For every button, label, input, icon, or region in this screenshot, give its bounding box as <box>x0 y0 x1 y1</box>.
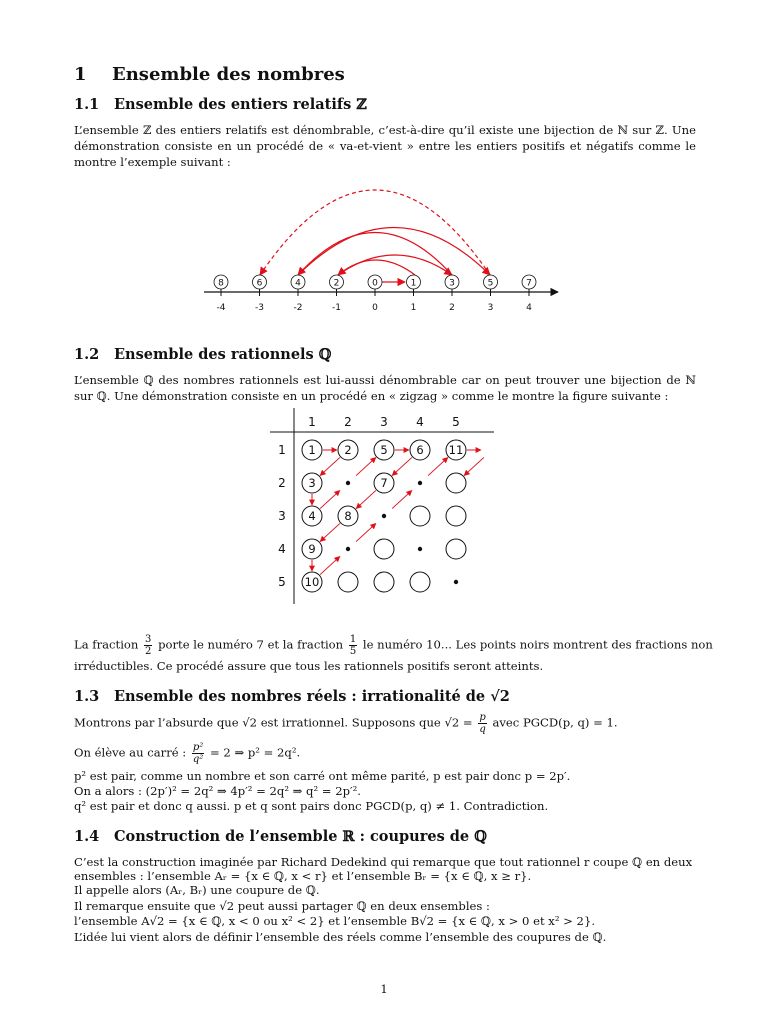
axis-label: 4 <box>526 303 532 313</box>
fraction-circle <box>446 473 466 493</box>
zigzag-arrow <box>320 523 340 541</box>
non-reduced-dot <box>454 580 458 584</box>
section-title-1-2: 1.2 Ensemble des rationnels ℚ <box>74 346 332 363</box>
non-reduced-dot <box>418 547 422 551</box>
proof-line-1: Montrons par l’absurde que √2 est irrationnel. Supposons que √2 = $\frac{p}{q}$ avec PGCD(p, q) = 1. <box>74 712 618 735</box>
row-header: 3 <box>278 509 286 523</box>
fraction-rank: 11 <box>448 443 464 457</box>
paragraph-fractions-end: irréductibles. Ce procédé assure que tous les rationnels positifs seront atteints. <box>74 659 544 673</box>
axis-label: 2 <box>449 303 455 313</box>
fraction-circle <box>446 506 466 526</box>
axis-label: 1 <box>410 303 417 313</box>
column-header: 5 <box>452 415 460 429</box>
row-header: 4 <box>278 542 286 556</box>
fraction-circle <box>374 539 394 559</box>
fraction-p2-q2: $\frac{\text{p²}}{\text{q²}}$ <box>192 742 204 765</box>
fraction-rank: 5 <box>380 443 388 457</box>
axis-label: -1 <box>332 303 341 313</box>
axis-label: -2 <box>293 303 303 313</box>
zigzag-arrow <box>356 523 376 541</box>
cut-line-6: L’idée lui vient alors de définir l’ensemble des réels comme l’ensemble des coupures de ℚ. <box>74 930 607 944</box>
axis-label: 0 <box>372 303 378 313</box>
cut-line-3: Il appelle alors (Aᵣ, Bᵣ) une coupure de ℚ. <box>74 883 320 897</box>
rank-label: 1 <box>410 278 417 289</box>
figure-integers-bijection <box>190 165 580 320</box>
non-reduced-dot <box>346 481 350 485</box>
section-title-1: 1 Ensemble des nombres <box>74 64 345 85</box>
paragraph-rationals: L’ensemble ℚ des nombres rationnels est lui-aussi dénombrable car on peut trouver une bijection de ℕ sur ℚ. Une démonstration consiste en un procédé en « zigzag » comme le montre la figure suivante : <box>74 373 696 403</box>
fraction-circle <box>410 572 430 592</box>
zigzag-arrow <box>356 457 376 475</box>
fraction-rank: 7 <box>380 476 388 490</box>
zigzag-arrow <box>464 457 484 475</box>
fraction-rank: 6 <box>416 443 424 457</box>
fraction-1-5: $\frac{1}{5}$ <box>349 634 357 657</box>
rank-label: 4 <box>295 278 301 289</box>
rank-label: 8 <box>218 278 224 289</box>
fraction-rank: 9 <box>308 542 316 556</box>
zigzag-arrow <box>428 457 448 475</box>
proof-line-2: On élève au carré : $\frac{\text{p²}}{\text{q²}}$ = 2 ⇒ p² = 2q². <box>74 742 301 765</box>
fraction-rank: 8 <box>344 509 352 523</box>
row-header: 1 <box>278 443 286 457</box>
column-header: 3 <box>380 415 388 429</box>
arrow-3-4 <box>298 233 452 276</box>
page-number: 1 <box>380 982 388 996</box>
section-title-1-4: 1.4 Construction de l’ensemble ℝ : coupures de ℚ <box>74 828 487 845</box>
paragraph-fractions: La fraction $\frac{3}{2}$ porte le numéro 7 et la fraction $\frac{1}{5}$ le numéro 10... Les points noirs montrent des fractions non <box>74 634 713 657</box>
fraction-circle <box>410 506 430 526</box>
zigzag-arrow <box>320 457 340 475</box>
proof-line-3: p² est pair, comme un nombre et son carré ont même parité, p est pair donc p = 2p′. <box>74 769 571 783</box>
zigzag-arrow <box>392 490 412 508</box>
cut-line-1: C’est la construction imaginée par Richard Dedekind qui remarque que tout rationnel r coupe ℚ en deux <box>74 855 693 869</box>
fraction-rank: 2 <box>344 443 352 457</box>
cut-line-5: l’ensemble A√2 = {x ∈ ℚ, x < 0 ou x² < 2} et l’ensemble B√2 = {x ∈ ℚ, x > 0 et x² > 2}. <box>74 914 595 928</box>
fraction-rank: 3 <box>308 476 316 490</box>
zigzag-arrow <box>320 490 340 508</box>
fraction-3-2: $\frac{3}{2}$ <box>145 634 152 657</box>
paragraph-integers: L’ensemble ℤ des entiers relatifs est dénombrable, c’est-à-dire qu’il existe une bijection de ℕ sur ℤ. Une démonstration consiste en un procédé de « va-et-vient » entre les entiers positifs et négatifs comme le montre l’exemple suivant : <box>74 123 696 169</box>
rank-label: 2 <box>333 278 340 289</box>
fraction-rank: 4 <box>308 509 316 523</box>
fraction-rank: 1 <box>308 443 316 457</box>
fraction-circle <box>374 572 394 592</box>
axis-label: -3 <box>255 303 264 313</box>
figure-rationals-zigzag <box>270 408 500 608</box>
fraction-p-q: $\frac{p}{q}$ <box>479 712 486 735</box>
fraction-circle <box>446 539 466 559</box>
column-header: 2 <box>344 415 352 429</box>
rank-label: 6 <box>256 278 263 289</box>
row-header: 2 <box>278 476 286 490</box>
axis-label: 3 <box>487 303 494 313</box>
fraction-circle <box>338 572 358 592</box>
rank-label: 5 <box>487 278 494 289</box>
cut-line-2: ensembles : l’ensemble Aᵣ = {x ∈ ℚ, x < r} et l’ensemble Bᵣ = {x ∈ ℚ, x ≥ r}. <box>74 869 532 883</box>
non-reduced-dot <box>382 514 386 518</box>
zigzag-arrow <box>320 556 340 574</box>
column-header: 4 <box>416 415 424 429</box>
cut-line-4: Il remarque ensuite que √2 peut aussi partager ℚ en deux ensembles : <box>74 899 490 913</box>
rank-label: 0 <box>372 278 378 289</box>
rank-label: 7 <box>526 278 532 289</box>
fraction-rank: 10 <box>304 575 320 589</box>
zigzag-arrow <box>356 490 376 508</box>
section-title-1-3: 1.3 Ensemble des nombres réels : irrationalité de √2 <box>74 688 510 705</box>
row-header: 5 <box>278 575 286 589</box>
section-title-1-1: 1.1 Ensemble des entiers relatifs ℤ <box>74 96 367 113</box>
column-header: 1 <box>308 415 316 429</box>
proof-line-4: On a alors : (2p′)² = 2q² ⇒ 4p′² = 2q² ⇒ q² = 2p′². <box>74 784 361 798</box>
non-reduced-dot <box>418 481 422 485</box>
proof-line-5: q² est pair et donc q aussi. p et q sont pairs donc PGCD(p, q) ≠ 1. Contradiction. <box>74 799 549 813</box>
axis-label: -4 <box>216 303 226 313</box>
zigzag-arrow <box>392 457 412 475</box>
non-reduced-dot <box>346 547 350 551</box>
rank-label: 3 <box>449 278 455 289</box>
